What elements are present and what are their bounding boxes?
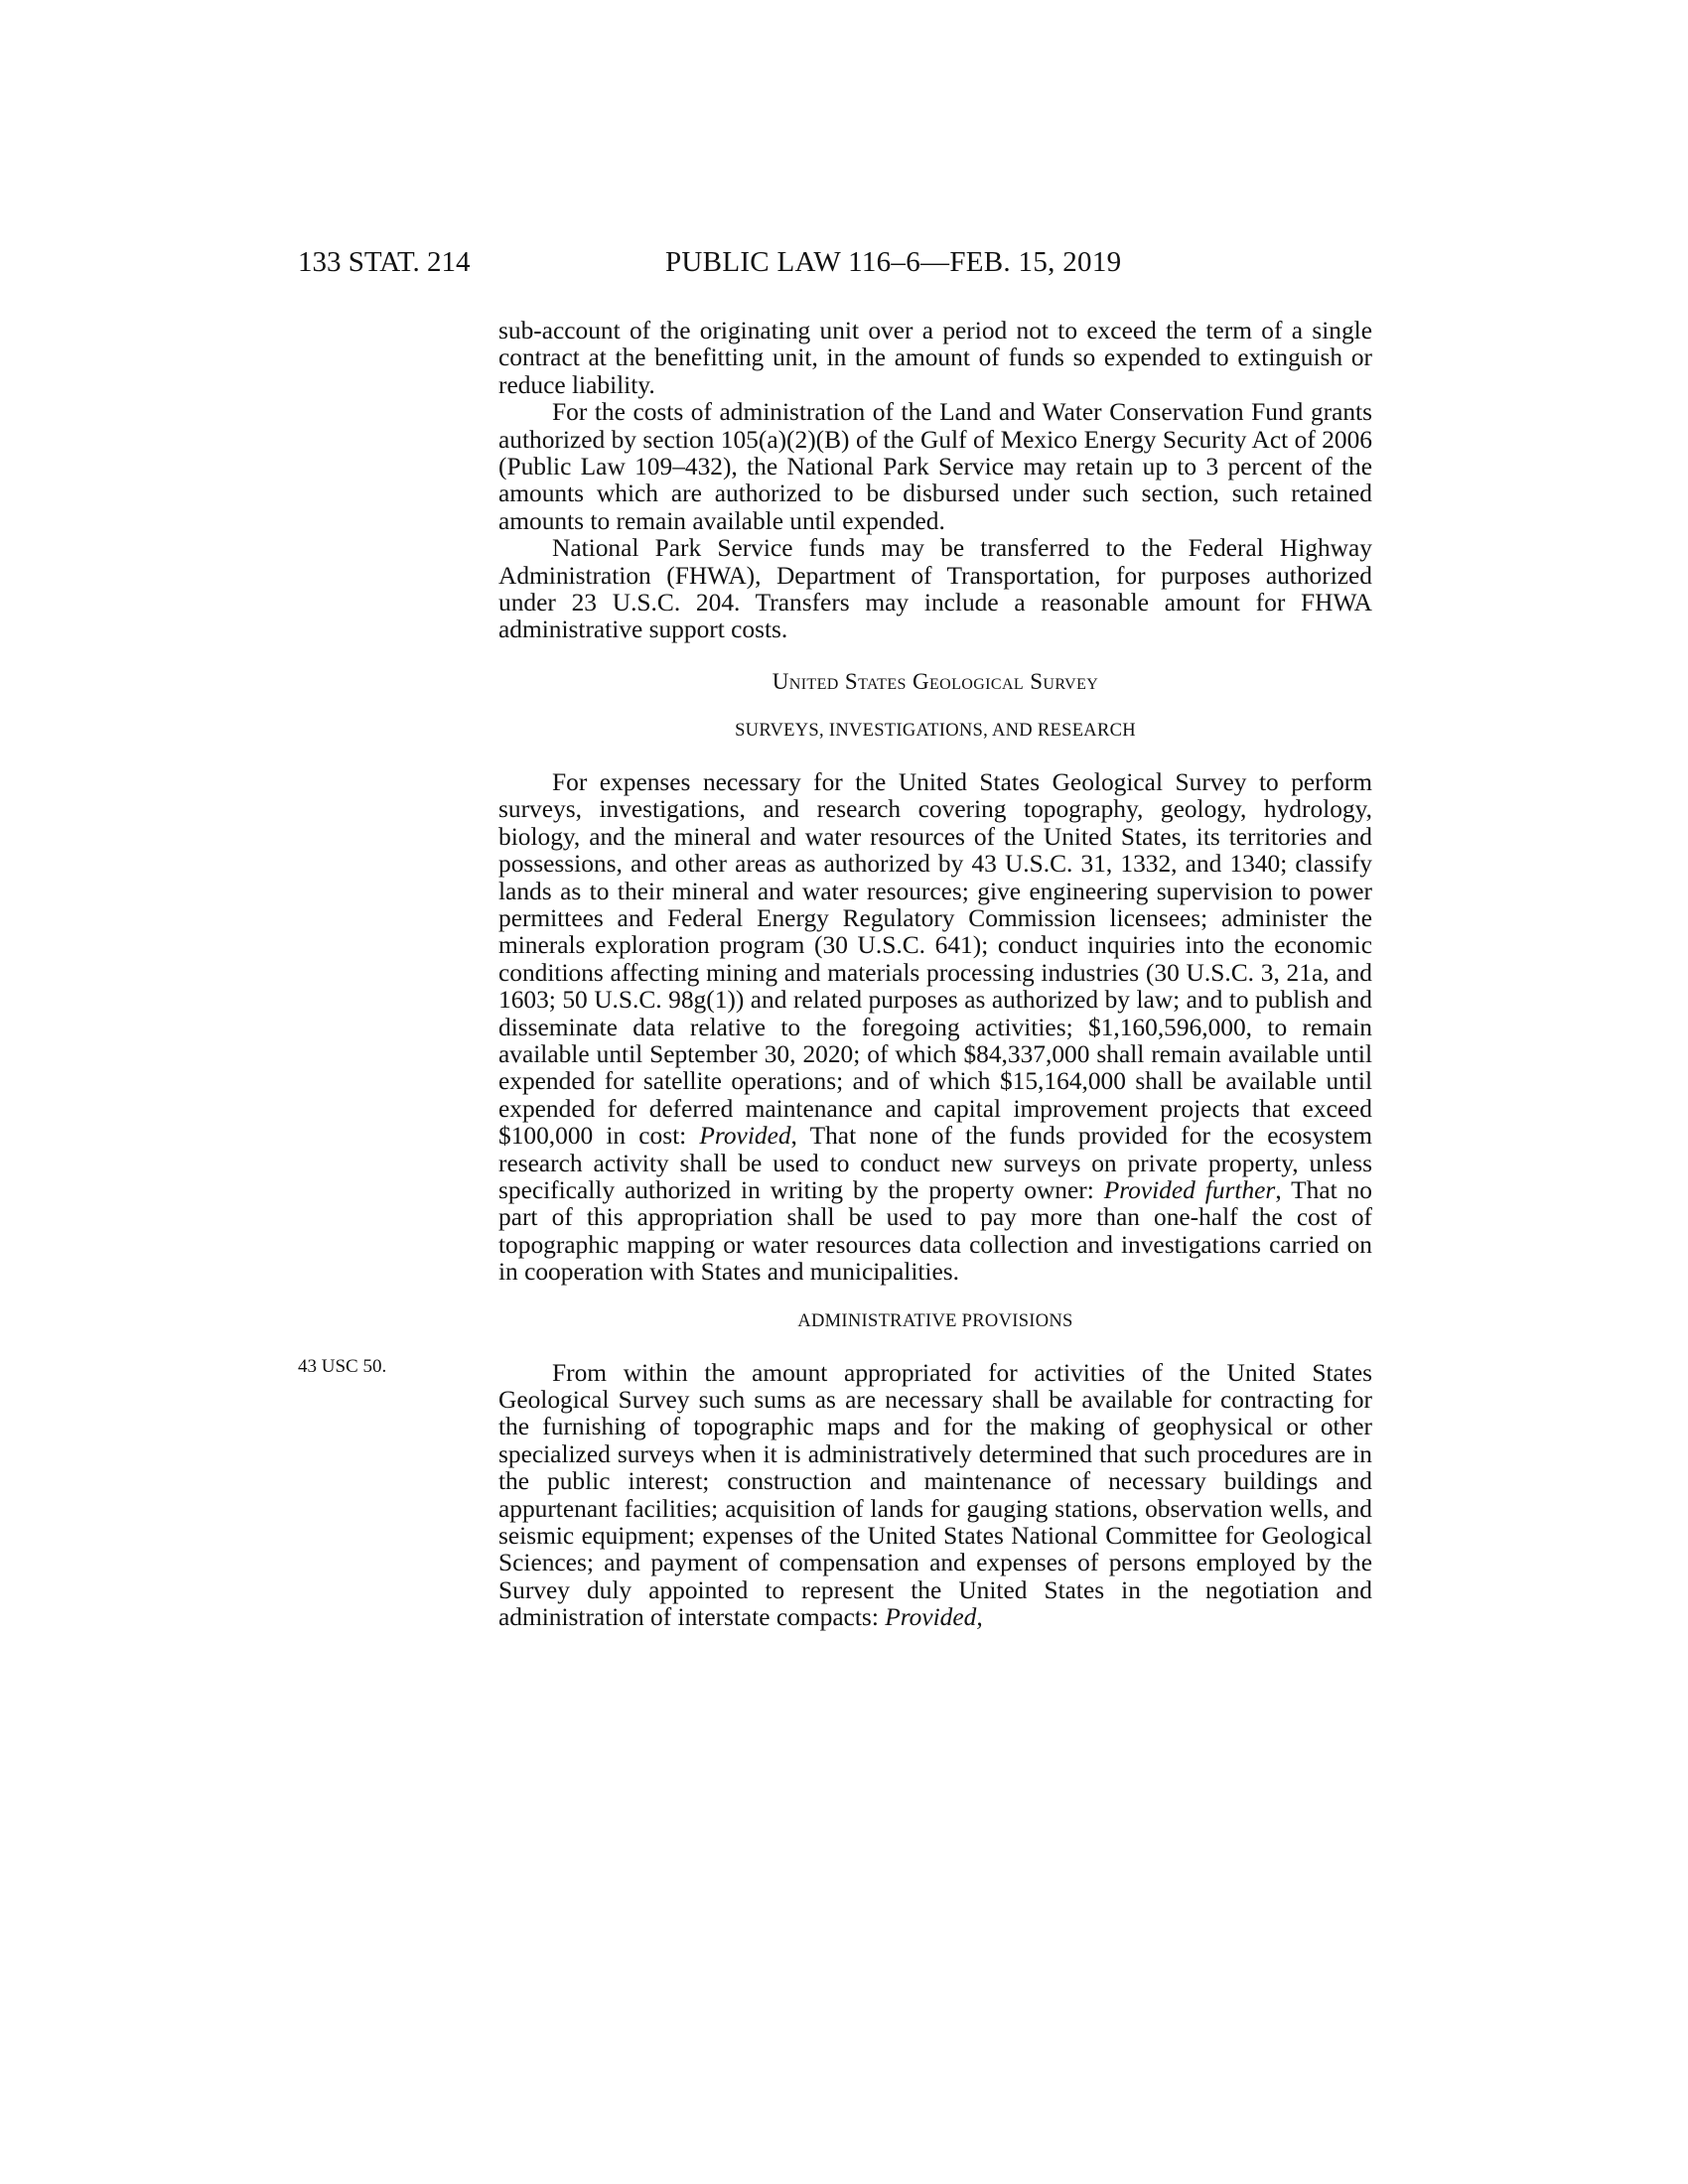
paragraph-fhwa-transfer: National Park Service funds may be transferred to the Federal Highway Administration (FHWA), Department of Transportation, for purposes authorized under 23 U.S.C. 204. Transfers may include a reasonable amount for FHWA administrative support costs.: [498, 534, 1372, 644]
law-title: PUBLIC LAW 116–6—FEB. 15, 2019: [665, 246, 1122, 278]
paragraph-admin-provisions: [498, 1360, 1372, 1632]
paragraph-continuation: sub-account of the originating unit over a period not to exceed the term of a single contract at the benefitting unit, in the amount of funds so expended to extinguish or reduce liability.: [498, 317, 1372, 399]
subheading-surveys: SURVEYS, INVESTIGATIONS, AND RESEARCH: [735, 720, 1136, 741]
text-run: , That no part of this appropriation shall be used to pay more than one-half the cost of topographic mapping or water resources data collection and investigations carried on in cooperation with States and municipalities.: [498, 1175, 1372, 1287]
text-run: From within the amount appropriated for activities of the United States Geological Survey such sums as are necessary shall be available for contracting for the furnishing of topographic maps and for the making of geophysical or other specialized surveys when it is administratively determined that such procedures are in the public interest; construction and maintenance of necessary buildings and appurtenant facilities; acquisition of lands for gauging stations, observation wells, and seismic equipment; expenses of the United States National Committee for Geological Sciences; and payment of compensation and expenses of persons employed by the Survey duly appointed to represent the United States in the negotiation and administration of interstate compacts:: [498, 1358, 1372, 1632]
page-reference: 133 STAT. 214: [298, 246, 471, 278]
body-text: [498, 318, 1372, 1632]
italic-provided: Provided: [699, 1122, 791, 1151]
subheading-administrative: ADMINISTRATIVE PROVISIONS: [797, 1310, 1073, 1331]
running-header: [298, 246, 1372, 286]
paragraph-lwcf-costs: For the costs of administration of the Land and Water Conservation Fund grants authorized by section 105(a)(2)(B) of the Gulf of Mexico Energy Security Act of 2006 (Public Law 109–432), the National Park Service may retain up to 3 percent of the amounts which are authorized to be disbursed under such section, such retained amounts to remain available until expended.: [498, 398, 1372, 535]
italic-provided-further: Provided further: [1103, 1175, 1276, 1204]
text-run: For expenses necessary for the United States Geological Survey to perform surveys, investigations, and research covering topography, geology, hydrology, biology, and the mineral and water resources of the United States, its territories and possessions, and other areas as authorized by 43 U.S.C. 31, 1332, and 1340; classify lands as to their mineral and water resources; give engineering supervision to power permittees and Federal Energy Regulatory Commission licensees; administer the minerals exploration program (30 U.S.C. 641); conduct inquiries into the economic conditions affecting mining and materials processing industries (30 U.S.C. 3, 21a, and 1603; 50 U.S.C. 98g(1)) and related purposes as authorized by law; and to publish and disseminate data relative to the foregoing activities; $1,160,596,000, to remain available until September 30, 2020; of which $84,337,000 shall remain available until expended for satellite operations; and of which $15,164,000 shall be available until expended for deferred maintenance and capital improvement projects that exceed $100,000 in cost:: [498, 767, 1372, 1151]
margin-citation: 43 USC 50.: [298, 1356, 387, 1377]
text-run: , That none of the funds provided for the ecosystem research activity shall be used to conduct new surveys on private property, unless specifically authorized in writing by the property owner:: [498, 1122, 1372, 1204]
italic-provided: Provided,: [885, 1603, 983, 1632]
paragraph-usgs-appropriation: [498, 769, 1372, 1287]
section-heading-usgs: United States Geological Survey: [772, 668, 1099, 694]
